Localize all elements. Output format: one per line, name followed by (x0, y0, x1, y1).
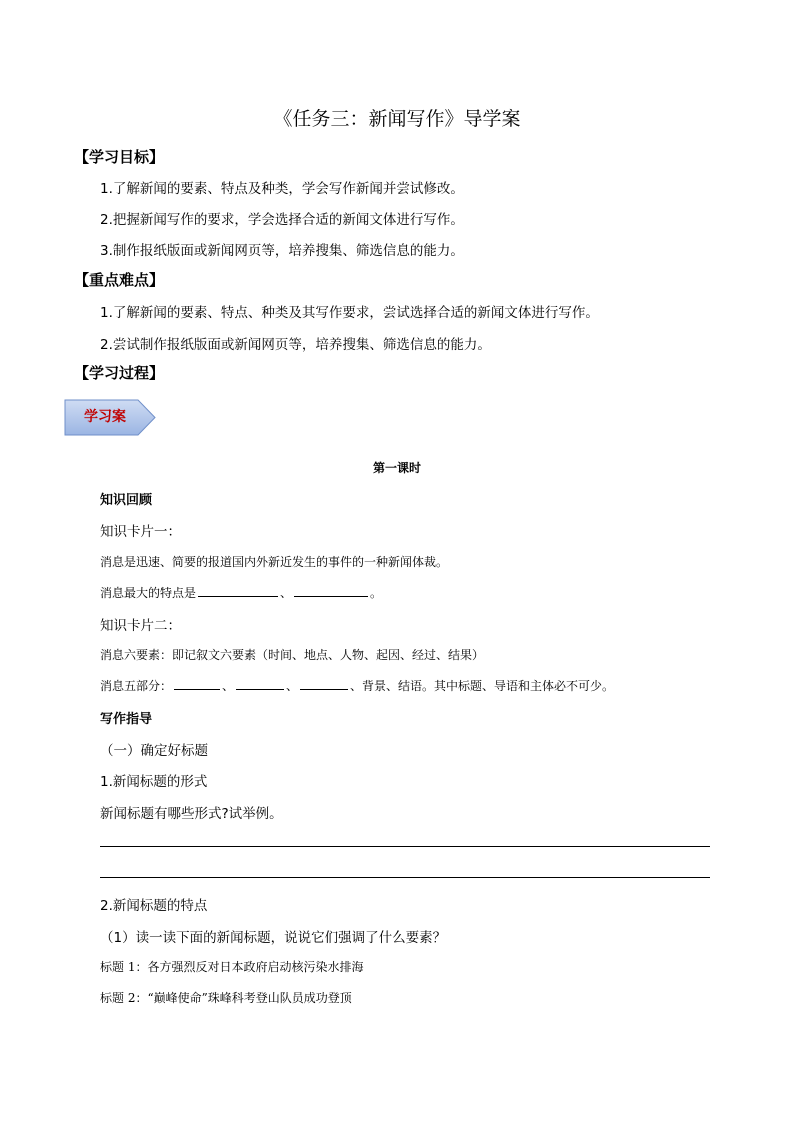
guide-heading: 写作指导 (100, 712, 153, 727)
card2-line2-prefix: 消息五部分： (100, 679, 173, 693)
guide-q1: 新闻标题有哪些形式?试举例。 (100, 806, 283, 822)
guide-p1: 1.新闻标题的形式 (100, 774, 208, 790)
answer-blank[interactable] (198, 595, 278, 597)
card2-line2 (100, 677, 614, 694)
card1-line2-prefix: 消息最大的特点是 (100, 586, 197, 600)
card1-line1: 消息是迅速、简要的报道国内外新近发生的事件的一种新闻体裁。 (100, 555, 449, 569)
key-heading: 【重点难点】 (74, 271, 165, 289)
goals-heading: 【学习目标】 (74, 148, 165, 166)
period: 。 (370, 586, 383, 600)
page-title: 《任务三：新闻写作》导学案 (273, 108, 521, 130)
goal-item: 3.制作报纸版面或新闻网页等，培养搜集、筛选信息的能力。 (100, 243, 464, 259)
headline-1: 标题 1：各方强烈反对日本政府启动核污染水排海 (100, 960, 364, 974)
answer-blank[interactable] (294, 595, 368, 597)
card1-line2 (100, 584, 382, 601)
answer-blank[interactable] (174, 688, 220, 690)
headline-2: 标题 2：“巅峰使命”珠峰科考登山队员成功登顶 (100, 991, 352, 1005)
answer-blank[interactable] (236, 688, 284, 690)
separator: 、 (280, 586, 293, 600)
card1-title: 知识卡片一： (100, 524, 181, 540)
guide-p2: 2.新闻标题的特点 (100, 898, 208, 914)
separator: 、 (222, 679, 235, 693)
guide-q2: （1）读一读下面的新闻标题，说说它们强调了什么要素？ (100, 930, 447, 946)
study-tag-label: 学习案 (84, 409, 126, 425)
key-item: 1.了解新闻的要素、特点、种类及其写作要求，尝试选择合适的新闻文体进行写作。 (100, 305, 599, 321)
goal-item: 2.把握新闻写作的要求，学会选择合适的新闻文体进行写作。 (100, 212, 464, 228)
answer-line[interactable] (100, 846, 710, 847)
answer-line[interactable] (100, 877, 710, 878)
process-heading: 【学习过程】 (74, 364, 165, 382)
review-heading: 知识回顾 (100, 493, 153, 508)
card2-title: 知识卡片二： (100, 618, 181, 634)
lesson-title: 第一课时 (372, 461, 421, 475)
guide-sub1: （一）确定好标题 (100, 743, 208, 759)
card2-line1: 消息六要素：即记叙文六要素（时间、地点、人物、起因、经过、结果） (100, 648, 485, 662)
goal-item: 1.了解新闻的要素、特点及种类，学会写作新闻并尝试修改。 (100, 181, 464, 197)
key-item: 2.尝试制作报纸版面或新闻网页等，培养搜集、筛选信息的能力。 (100, 337, 491, 353)
answer-blank[interactable] (300, 688, 348, 690)
card2-line2-suffix: 、背景、结语。其中标题、导语和主体必不可少。 (350, 679, 615, 693)
separator: 、 (286, 679, 299, 693)
